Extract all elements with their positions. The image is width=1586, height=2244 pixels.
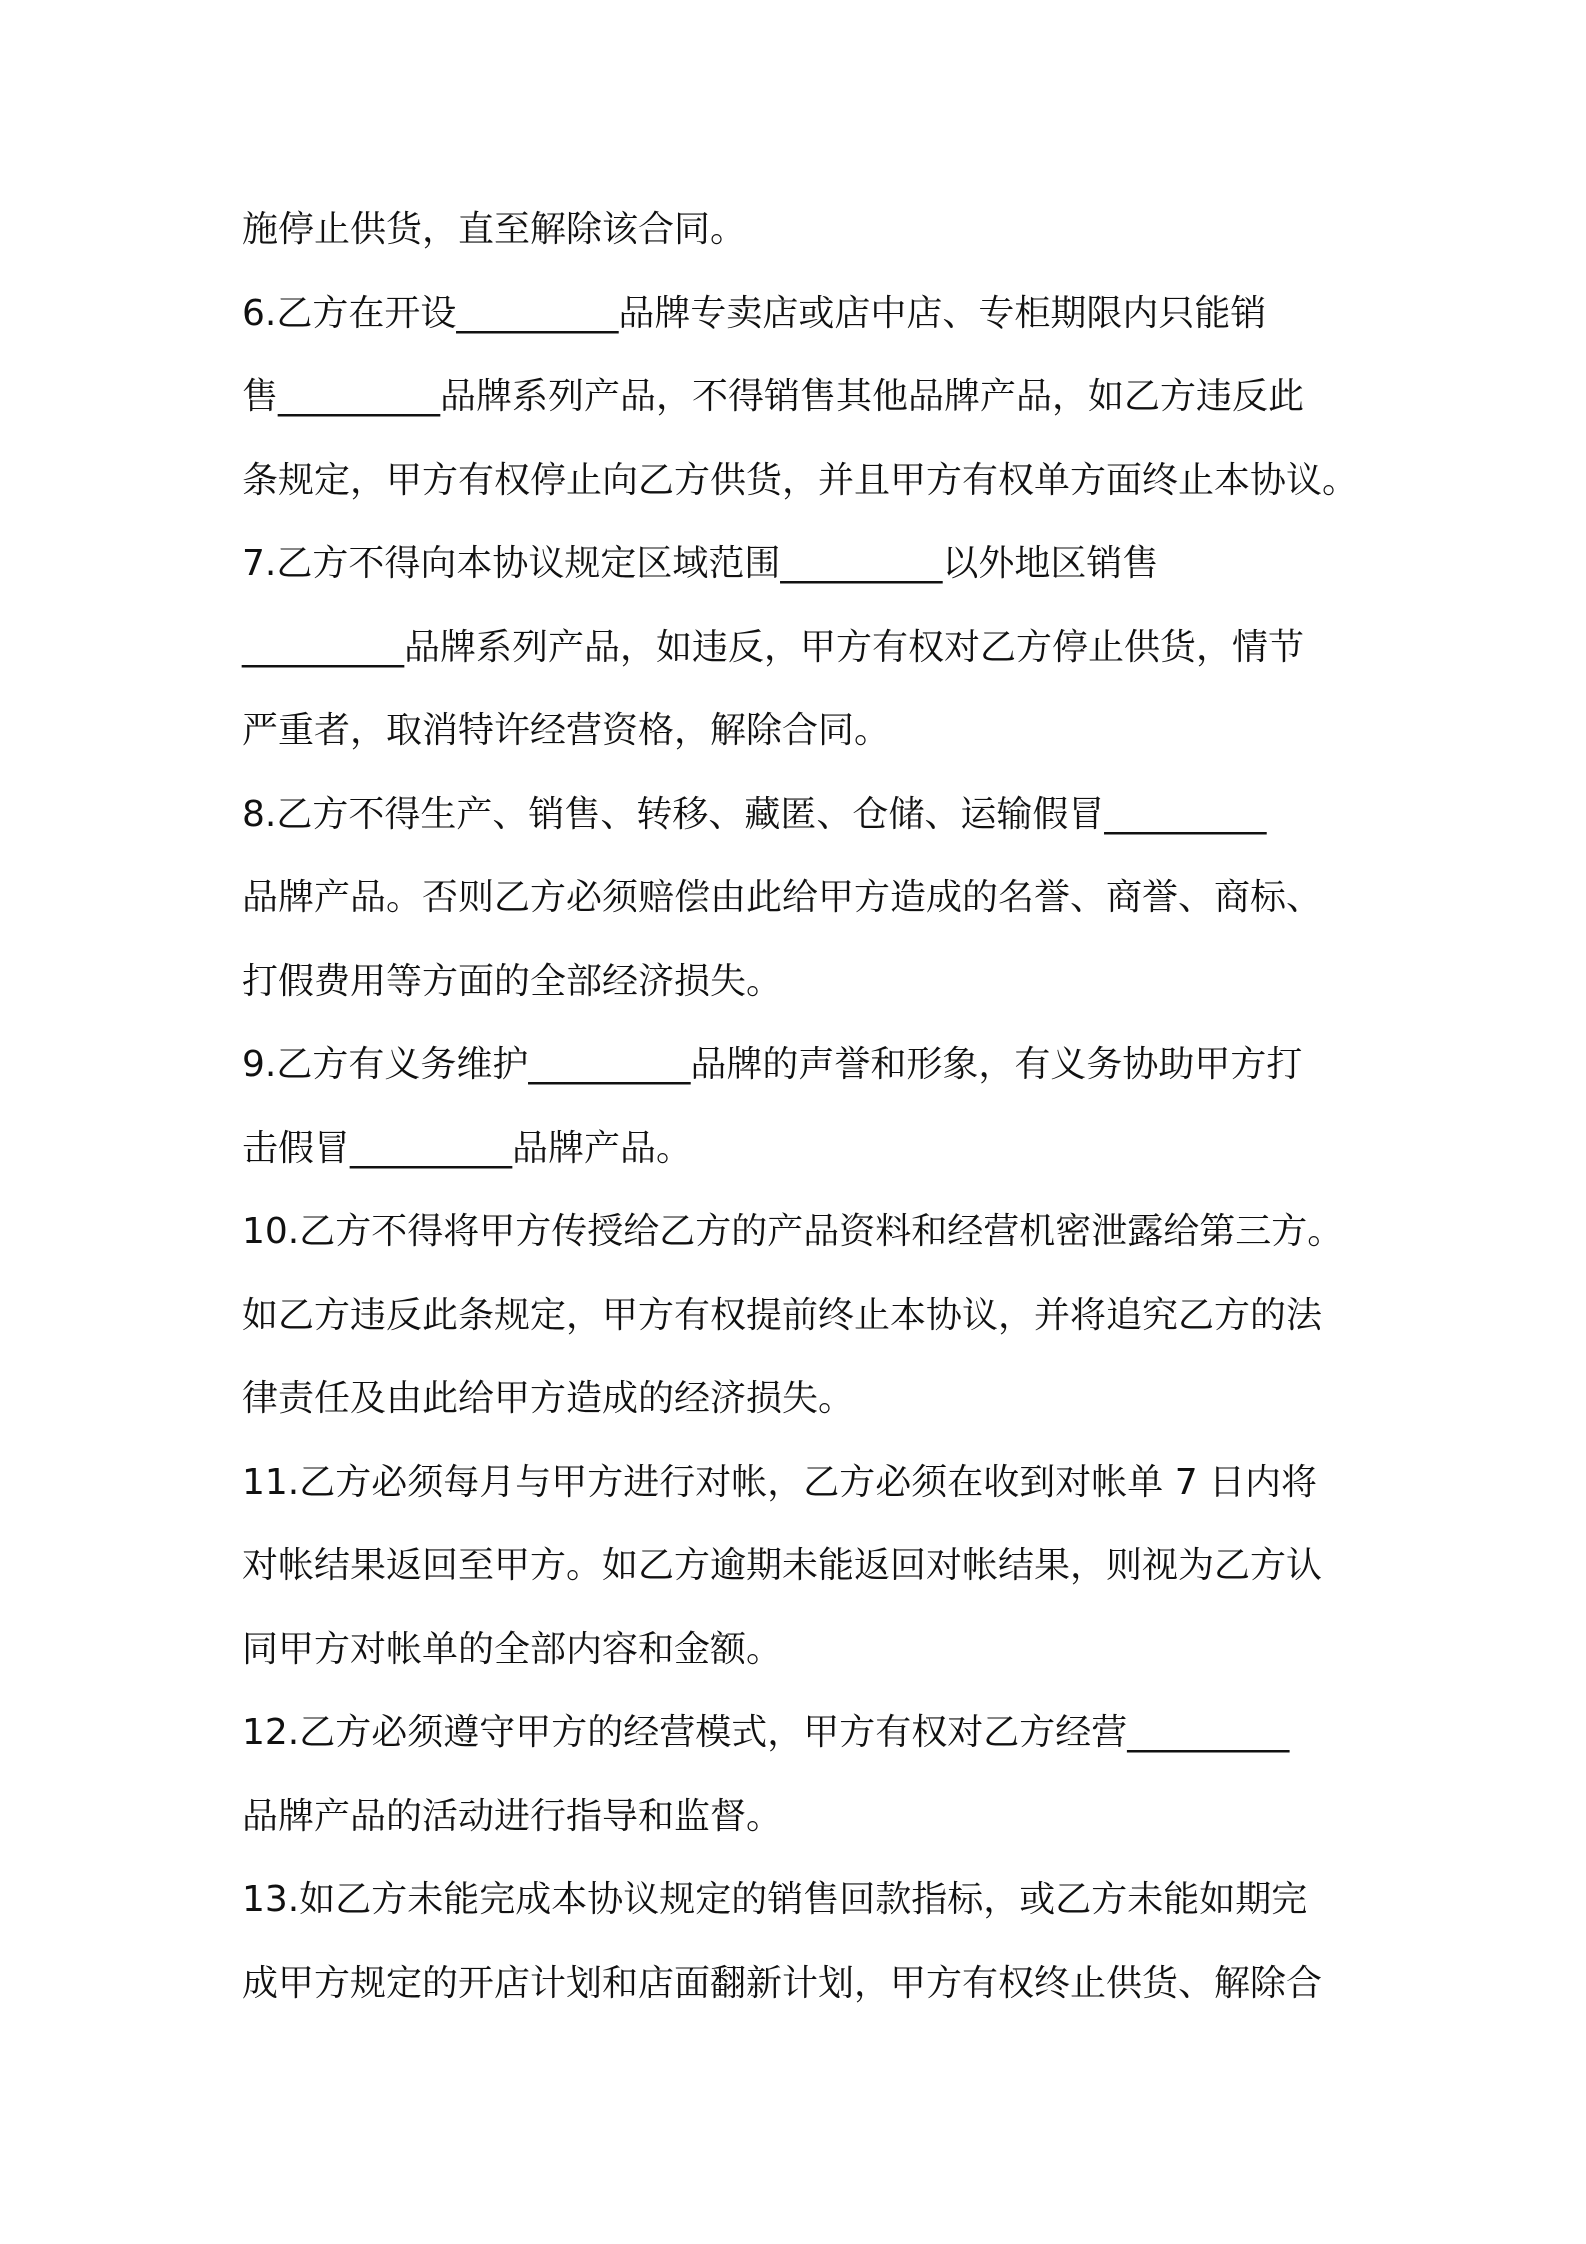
- text-line-22: 成甲方规定的开店计划和店面翻新计划，甲方有权终止供货、解除合: [242, 1962, 1323, 2004]
- text-line-15: 律责任及由此给甲方造成的经济损失。: [242, 1378, 855, 1419]
- text-line-21: 13.如乙方未能完成本协议规定的销售回款指标，或乙方未能如期完: [242, 1879, 1308, 1920]
- text-line-3: 售_________品牌系列产品，不得销售其他品牌产品，如乙方违反此: [242, 376, 1305, 417]
- text-line-16: 11.乙方必须每月与甲方进行对帐，乙方必须在收到对帐单 7 日内将: [242, 1461, 1318, 1503]
- text-line-9: 品牌产品。否则乙方必须赔偿由此给甲方造成的名誉、商誉、商标、: [242, 877, 1323, 918]
- document-body: [242, 188, 1362, 2025]
- text-line-8: 8.乙方不得生产、销售、转移、藏匿、仓储、运输假冒_________: [242, 793, 1267, 835]
- text-line-11: 9.乙方有义务维护_________品牌的声誉和形象，有义务协助甲方打: [242, 1044, 1303, 1085]
- text-line-20: 品牌产品的活动进行指导和监督。: [242, 1795, 783, 1837]
- text-line-5: 7.乙方不得向本协议规定区域范围_________以外地区销售: [242, 543, 1159, 584]
- text-line-17: 对帐结果返回至甲方。如乙方逾期未能返回对帐结果，则视为乙方认: [242, 1545, 1323, 1586]
- text-line-2: 6.乙方在开设_________品牌专卖店或店中店、专柜期限内只能销: [242, 292, 1267, 334]
- text-line-19: 12.乙方必须遵守甲方的经营模式，甲方有权对乙方经营_________: [242, 1712, 1290, 1753]
- text-line-1: 施停止供货，直至解除该合同。: [242, 209, 747, 250]
- text-line-13: 10.乙方不得将甲方传授给乙方的产品资料和经营机密泄露给第三方。: [242, 1211, 1344, 1252]
- text-line-14: 如乙方违反此条规定，甲方有权提前终止本协议，并将追究乙方的法: [242, 1294, 1323, 1336]
- text-line-18: 同甲方对帐单的全部内容和金额。: [242, 1628, 783, 1670]
- text-line-7: 严重者，取消特许经营资格，解除合同。: [242, 710, 891, 751]
- text-line-4: 条规定，甲方有权停止向乙方供货，并且甲方有权单方面终止本协议。: [242, 459, 1359, 501]
- text-line-6: _________品牌系列产品，如违反，甲方有权对乙方停止供货，情节: [242, 626, 1305, 668]
- text-line-10: 打假费用等方面的全部经济损失。: [242, 960, 783, 1002]
- text-line-12: 击假冒_________品牌产品。: [242, 1127, 693, 1169]
